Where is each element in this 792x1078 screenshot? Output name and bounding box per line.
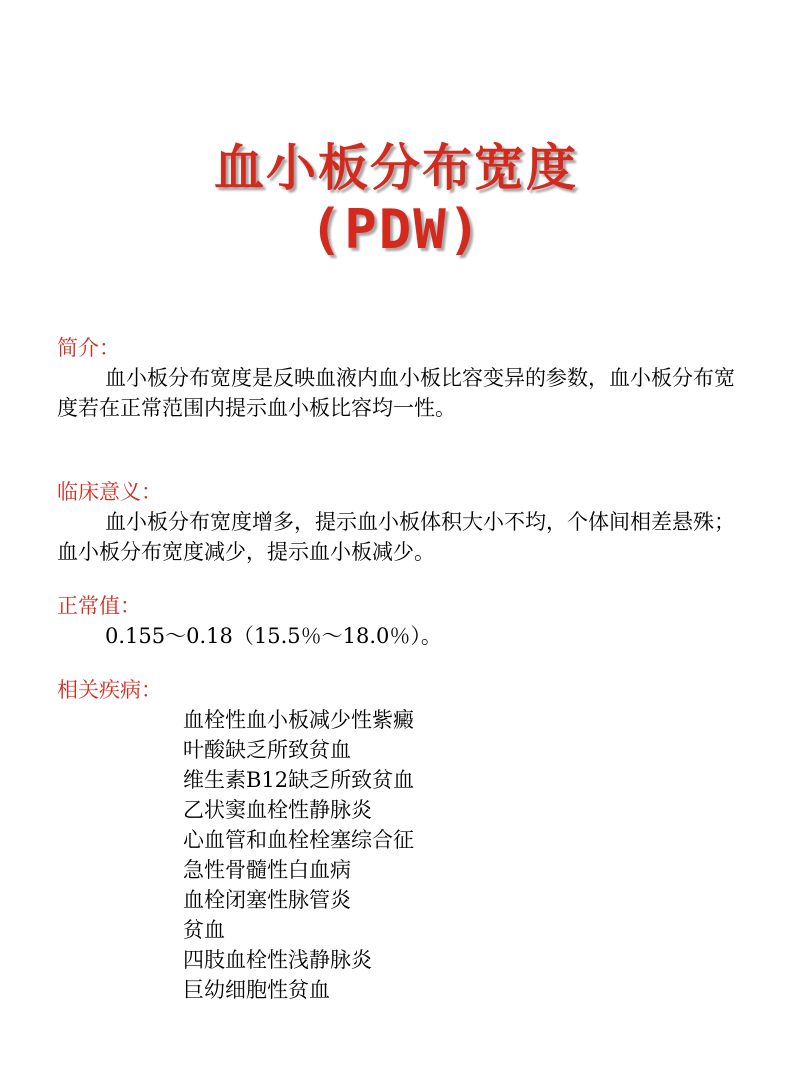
clinical-text: 血小板分布宽度增多，提示血小板体积大小不均，个体间相差悬殊； 血小板分布宽度减少，提示血小板减少。 bbox=[57, 510, 735, 564]
list-item: 心血管和血栓栓塞综合征 bbox=[183, 828, 414, 852]
list-item: 急性骨髓性白血病 bbox=[183, 858, 351, 882]
page-title: 血小板分布宽度 bbox=[214, 139, 578, 197]
intro-text: 血小板分布宽度是反映血液内血小板比容变异的参数，血小板分布宽度若在正常范围内提示血小板比容均一性。 bbox=[57, 366, 735, 420]
page-subtitle: (PDW) bbox=[309, 198, 483, 261]
disease-list bbox=[183, 705, 414, 1005]
normal-heading: 正常值： bbox=[57, 594, 141, 618]
list-item: 四肢血栓性浅静脉炎 bbox=[183, 948, 372, 972]
list-item: 叶酸缺乏所致贫血 bbox=[183, 738, 351, 762]
diseases-heading: 相关疾病： bbox=[57, 678, 162, 702]
list-item: 巨幼细胞性贫血 bbox=[183, 978, 330, 1002]
intro-heading: 简介： bbox=[57, 336, 120, 360]
list-item: 血栓性血小板减少性紫癜 bbox=[183, 708, 414, 732]
clinical-heading: 临床意义： bbox=[57, 480, 162, 504]
list-item: 血栓闭塞性脉管炎 bbox=[183, 888, 351, 912]
list-item: 贫血 bbox=[183, 918, 225, 942]
normal-value: 0.155～0.18（15.5％～18.0％）。 bbox=[105, 624, 442, 648]
clinical-paragraph bbox=[57, 507, 737, 567]
list-item: 乙状窦血栓性静脉炎 bbox=[183, 798, 372, 822]
intro-paragraph bbox=[57, 363, 737, 423]
list-item: 维生素B12缺乏所致贫血 bbox=[183, 768, 415, 792]
